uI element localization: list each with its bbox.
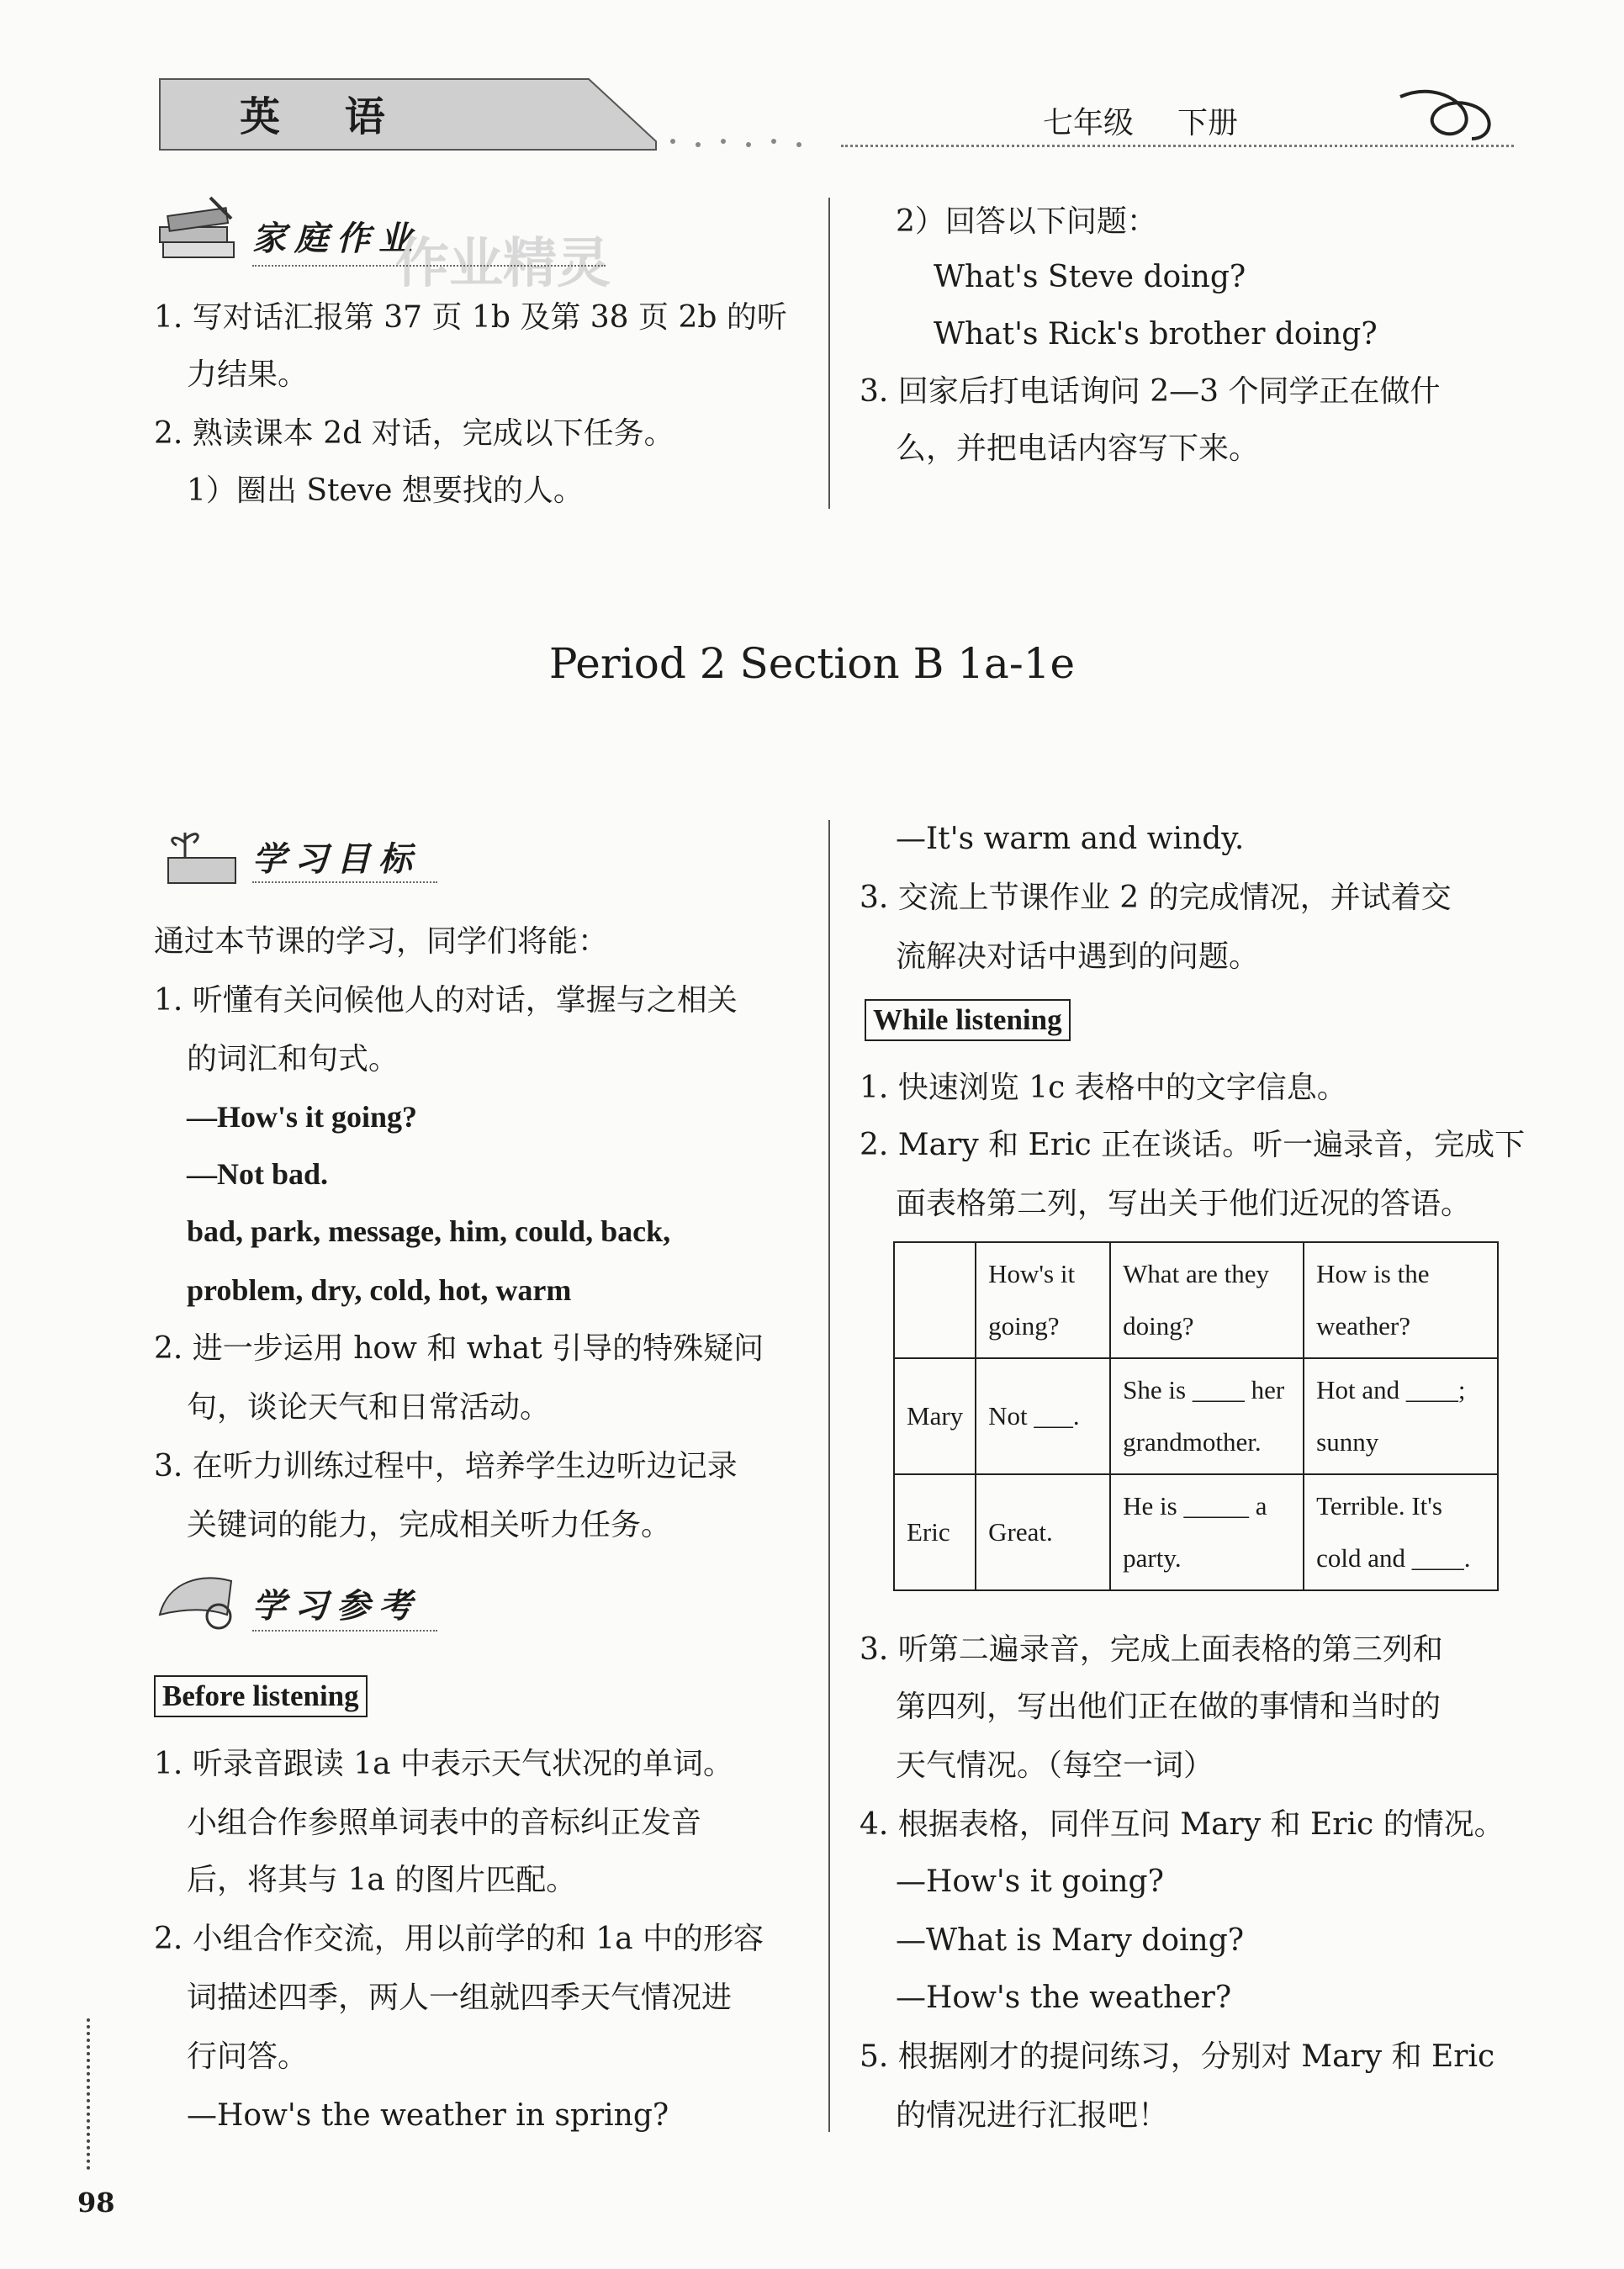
- right-top-1: —It's warm and windy.: [896, 822, 1245, 856]
- homework-title: 家庭作业: [252, 219, 421, 258]
- table-cell: Mary: [894, 1358, 976, 1474]
- table-header-cell: How's it going?: [976, 1242, 1110, 1358]
- reference-title-rule: [252, 1630, 437, 1632]
- watermark: 作业精灵: [395, 232, 611, 295]
- table-row: [894, 1474, 1498, 1590]
- hw-left-line-1: 1. 写对话汇报第 37 页 1b 及第 38 页 2b 的听: [154, 300, 787, 335]
- goals-line-2: 的词汇和句式。: [187, 1042, 399, 1076]
- hw-right-line-4: 3. 回家后打电话询问 2—3 个同学正在做什: [860, 374, 1441, 409]
- table-cell: He is _____ a party.: [1110, 1474, 1304, 1590]
- hw-right-line-1: 2）回答以下问题：: [896, 204, 1157, 239]
- after-line-4: 4. 根据表格，同伴互问 Mary 和 Eric 的情况。: [860, 1807, 1505, 1842]
- after-line-7: —How's the weather?: [896, 1981, 1232, 2015]
- before-line-1: 1. 听录音跟读 1a 中表示天气状况的单词。: [154, 1747, 734, 1781]
- subject-title: 英 语: [240, 93, 410, 140]
- before-line-5: 词描述四季，两人一组就四季天气情况进: [187, 1981, 733, 2015]
- hw-left-line-2: 力结果。: [187, 357, 309, 392]
- column-divider-top: [828, 198, 830, 509]
- goals-bold-2: —Not bad.: [187, 1157, 329, 1191]
- right-top-3: 流解决对话中遇到的问题。: [896, 939, 1260, 974]
- while-line-3: 面表格第二列，写出关于他们近况的答语。: [896, 1187, 1472, 1221]
- column-divider-bottom: [828, 820, 830, 2132]
- goals-title-rule: [252, 881, 437, 883]
- before-line-6: 行问答。: [187, 2039, 309, 2074]
- goals-title: 学习目标: [252, 839, 421, 879]
- before-listening-label: Before listening: [154, 1675, 368, 1717]
- goals-more-3: 3. 在听力训练过程中，培养学生边听边记录: [154, 1449, 738, 1484]
- hw-left-line-3: 2. 熟读课本 2d 对话，完成以下任务。: [154, 416, 674, 451]
- books-icon: [151, 193, 244, 269]
- goals-more-4: 关键词的能力，完成相关听力任务。: [187, 1508, 672, 1542]
- goals-bold-4: problem, dry, cold, hot, warm: [187, 1273, 572, 1307]
- table-cell: Great.: [976, 1474, 1110, 1590]
- after-line-5: —How's it going?: [896, 1864, 1164, 1899]
- table-cell: Eric: [894, 1474, 976, 1590]
- while-line-1: 1. 快速浏览 1c 表格中的文字信息。: [860, 1071, 1347, 1105]
- footer-dotted-rule: [87, 2018, 90, 2170]
- hw-right-line-5: 么，并把电话内容写下来。: [896, 431, 1260, 466]
- plant-book-icon: [151, 824, 244, 891]
- goals-bold-1: —How's it going?: [187, 1100, 418, 1134]
- goals-line-1: 1. 听懂有关问候他人的对话，掌握与之相关: [154, 983, 738, 1018]
- table-cell: Hot and ____; sunny: [1304, 1358, 1498, 1474]
- hw-right-line-3: What's Rick's brother doing?: [934, 317, 1378, 352]
- before-line-3: 后，将其与 1a 的图片匹配。: [187, 1863, 577, 1897]
- listening-table: [893, 1241, 1499, 1591]
- table-row: [894, 1358, 1498, 1474]
- while-listening-label: While listening: [865, 999, 1071, 1041]
- goals-intro: 通过本节课的学习，同学们将能：: [154, 924, 609, 959]
- homework-title-rule: [252, 265, 606, 267]
- after-line-1: 3. 听第二遍录音，完成上面表格的第三列和: [860, 1632, 1443, 1667]
- volume-label: 下册: [1177, 106, 1239, 140]
- table-header-cell: [894, 1242, 976, 1358]
- grade-label: 七年级: [1043, 106, 1135, 140]
- before-line-2: 小组合作参照单词表中的音标纠正发音: [187, 1806, 702, 1840]
- page-number: 98: [77, 2187, 115, 2219]
- goals-more-1: 2. 进一步运用 how 和 what 引导的特殊疑问: [154, 1331, 764, 1366]
- period-title: Period 2 Section B 1a-1e: [548, 639, 1076, 688]
- while-line-2: 2. Mary 和 Eric 正在谈话。听一遍录音，完成下: [860, 1128, 1526, 1162]
- table-header-cell: What are they doing?: [1110, 1242, 1304, 1358]
- before-line-4: 2. 小组合作交流，用以前学的和 1a 中的形容: [154, 1922, 764, 1956]
- after-line-3: 天气情况。（每空一词）: [896, 1748, 1214, 1783]
- swirl-icon: [1396, 80, 1514, 147]
- goals-more-2: 句，谈论天气和日常活动。: [187, 1390, 551, 1425]
- scroll-icon: [151, 1564, 244, 1632]
- table-header-row: [894, 1242, 1498, 1358]
- after-line-8: 5. 根据刚才的提问练习，分别对 Mary 和 Eric: [860, 2039, 1495, 2074]
- after-line-6: —What is Mary doing?: [896, 1923, 1245, 1958]
- header-rule: [841, 145, 1514, 147]
- hw-right-line-2: What's Steve doing?: [934, 260, 1246, 294]
- table-cell: Terrible. It's cold and ____.: [1304, 1474, 1498, 1590]
- hw-left-line-4: 1）圈出 Steve 想要找的人。: [187, 473, 584, 508]
- reference-title: 学习参考: [252, 1586, 421, 1626]
- after-line-2: 第四列，写出他们正在做的事情和当时的: [896, 1690, 1441, 1724]
- before-line-7: —How's the weather in spring?: [187, 2098, 669, 2133]
- goals-bold-3: bad, park, message, him, could, back,: [187, 1214, 671, 1248]
- table-cell: Not ___.: [976, 1358, 1110, 1474]
- after-line-9: 的情况进行汇报吧！: [896, 2098, 1169, 2133]
- table-cell: She is ____ her grandmother.: [1110, 1358, 1304, 1474]
- right-top-2: 3. 交流上节课作业 2 的完成情况，并试着交: [860, 881, 1452, 915]
- table-header-cell: How is the weather?: [1304, 1242, 1498, 1358]
